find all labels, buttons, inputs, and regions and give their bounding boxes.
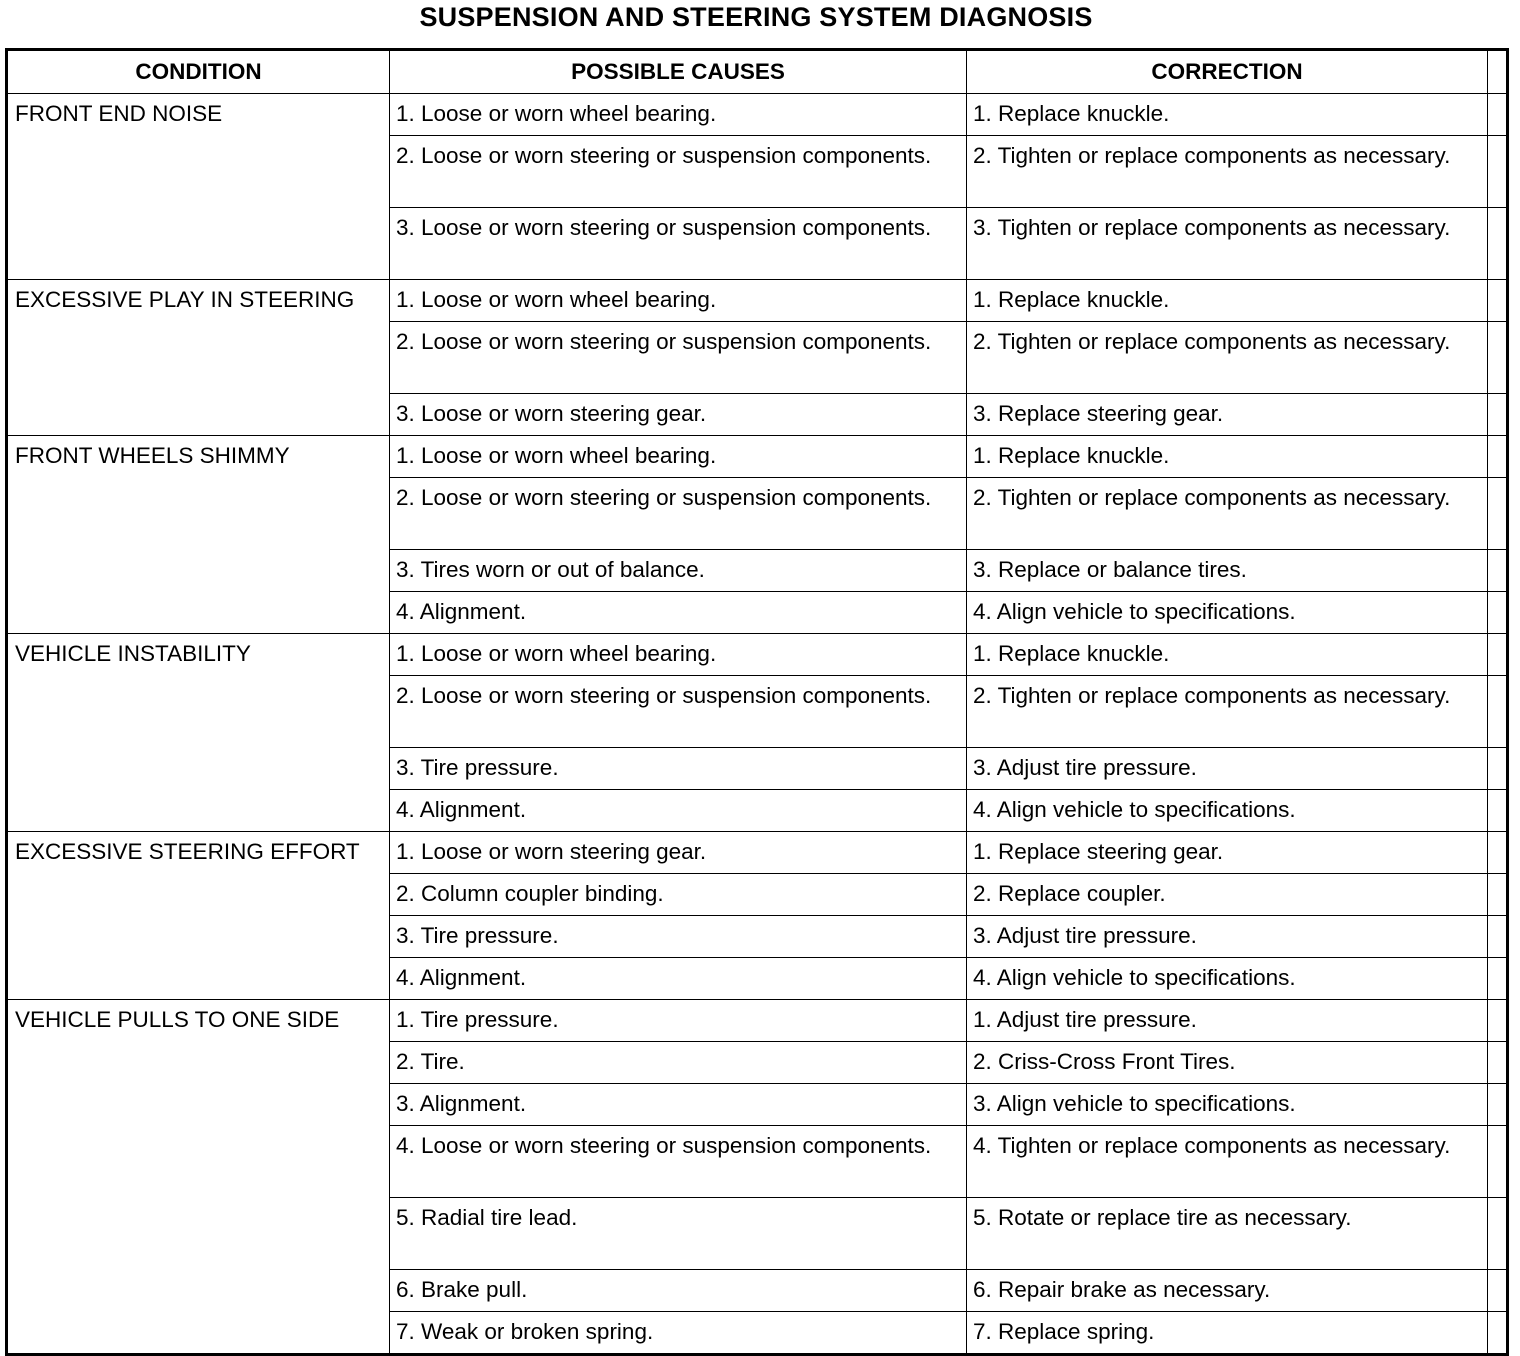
possible-cause-cell: 1. Loose or worn wheel bearing.: [390, 280, 967, 322]
possible-cause-cell: 1. Loose or worn wheel bearing.: [390, 94, 967, 136]
correction-cell: 2. Replace coupler.: [967, 874, 1488, 916]
possible-cause-cell: 3. Loose or worn steering gear.: [390, 394, 967, 436]
row-spacer-cell: [1488, 94, 1508, 136]
correction-cell: 1. Replace knuckle.: [967, 94, 1488, 136]
row-spacer-cell: [1488, 1270, 1508, 1312]
possible-cause-cell: 1. Loose or worn wheel bearing.: [390, 436, 967, 478]
correction-cell: 6. Repair brake as necessary.: [967, 1270, 1488, 1312]
table-row: [7, 280, 1508, 322]
table-row: [7, 94, 1508, 136]
column-header-possible-causes: POSSIBLE CAUSES: [390, 50, 967, 94]
row-spacer-cell: [1488, 916, 1508, 958]
possible-cause-cell: 1. Loose or worn steering gear.: [390, 832, 967, 874]
possible-cause-cell: 2. Loose or worn steering or suspension components.: [390, 322, 967, 394]
table-row: [7, 832, 1508, 874]
correction-cell: 1. Replace steering gear.: [967, 832, 1488, 874]
condition-cell: FRONT END NOISE: [7, 94, 390, 280]
correction-cell: 1. Replace knuckle.: [967, 436, 1488, 478]
possible-cause-cell: 1. Loose or worn wheel bearing.: [390, 634, 967, 676]
row-spacer-cell: [1488, 634, 1508, 676]
row-spacer-cell: [1488, 1198, 1508, 1270]
row-spacer-cell: [1488, 478, 1508, 550]
row-spacer-cell: [1488, 1312, 1508, 1355]
correction-cell: 3. Adjust tire pressure.: [967, 748, 1488, 790]
possible-cause-cell: 5. Radial tire lead.: [390, 1198, 967, 1270]
row-spacer-cell: [1488, 394, 1508, 436]
correction-cell: 3. Tighten or replace components as necessary.: [967, 208, 1488, 280]
possible-cause-cell: 2. Column coupler binding.: [390, 874, 967, 916]
possible-cause-cell: 3. Tire pressure.: [390, 748, 967, 790]
row-spacer-cell: [1488, 1126, 1508, 1198]
row-spacer-cell: [1488, 1084, 1508, 1126]
column-header-correction: CORRECTION: [967, 50, 1488, 94]
correction-cell: 1. Replace knuckle.: [967, 634, 1488, 676]
possible-cause-cell: 4. Loose or worn steering or suspension components.: [390, 1126, 967, 1198]
row-spacer-cell: [1488, 280, 1508, 322]
row-spacer-cell: [1488, 748, 1508, 790]
correction-cell: 1. Replace knuckle.: [967, 280, 1488, 322]
correction-cell: 2. Criss-Cross Front Tires.: [967, 1042, 1488, 1084]
correction-cell: 4. Align vehicle to specifications.: [967, 958, 1488, 1000]
correction-cell: 2. Tighten or replace components as necessary.: [967, 676, 1488, 748]
possible-cause-cell: 4. Alignment.: [390, 790, 967, 832]
diagnosis-table: [5, 48, 1509, 1356]
condition-cell: EXCESSIVE STEERING EFFORT: [7, 832, 390, 1000]
table-row: [7, 634, 1508, 676]
possible-cause-cell: 4. Alignment.: [390, 958, 967, 1000]
possible-cause-cell: 2. Loose or worn steering or suspension components.: [390, 676, 967, 748]
possible-cause-cell: 3. Tires worn or out of balance.: [390, 550, 967, 592]
possible-cause-cell: 6. Brake pull.: [390, 1270, 967, 1312]
column-header-condition: CONDITION: [7, 50, 390, 94]
correction-cell: 3. Replace or balance tires.: [967, 550, 1488, 592]
row-spacer-cell: [1488, 958, 1508, 1000]
correction-cell: 4. Tighten or replace components as necessary.: [967, 1126, 1488, 1198]
correction-cell: 3. Adjust tire pressure.: [967, 916, 1488, 958]
correction-cell: 5. Rotate or replace tire as necessary.: [967, 1198, 1488, 1270]
possible-cause-cell: 3. Alignment.: [390, 1084, 967, 1126]
row-spacer-cell: [1488, 1000, 1508, 1042]
correction-cell: 2. Tighten or replace components as necessary.: [967, 322, 1488, 394]
row-spacer-cell: [1488, 592, 1508, 634]
row-spacer-cell: [1488, 136, 1508, 208]
correction-cell: 2. Tighten or replace components as necessary.: [967, 136, 1488, 208]
possible-cause-cell: 4. Alignment.: [390, 592, 967, 634]
row-spacer-cell: [1488, 874, 1508, 916]
condition-cell: FRONT WHEELS SHIMMY: [7, 436, 390, 634]
possible-cause-cell: 3. Tire pressure.: [390, 916, 967, 958]
possible-cause-cell: 3. Loose or worn steering or suspension components.: [390, 208, 967, 280]
condition-cell: VEHICLE PULLS TO ONE SIDE: [7, 1000, 390, 1355]
row-spacer-cell: [1488, 208, 1508, 280]
row-spacer-cell: [1488, 436, 1508, 478]
table-body: [7, 94, 1508, 1355]
condition-cell: EXCESSIVE PLAY IN STEERING: [7, 280, 390, 436]
correction-cell: 7. Replace spring.: [967, 1312, 1488, 1355]
column-spacer: [1488, 50, 1508, 94]
table-row: [7, 436, 1508, 478]
row-spacer-cell: [1488, 832, 1508, 874]
correction-cell: 3. Align vehicle to specifications.: [967, 1084, 1488, 1126]
table-header-row: [7, 50, 1508, 94]
correction-cell: 4. Align vehicle to specifications.: [967, 790, 1488, 832]
correction-cell: 4. Align vehicle to specifications.: [967, 592, 1488, 634]
row-spacer-cell: [1488, 676, 1508, 748]
row-spacer-cell: [1488, 790, 1508, 832]
correction-cell: 1. Adjust tire pressure.: [967, 1000, 1488, 1042]
possible-cause-cell: 2. Loose or worn steering or suspension components.: [390, 136, 967, 208]
row-spacer-cell: [1488, 550, 1508, 592]
correction-cell: 3. Replace steering gear.: [967, 394, 1488, 436]
possible-cause-cell: 1. Tire pressure.: [390, 1000, 967, 1042]
possible-cause-cell: 2. Loose or worn steering or suspension components.: [390, 478, 967, 550]
condition-cell: VEHICLE INSTABILITY: [7, 634, 390, 832]
table-row: [7, 1000, 1508, 1042]
correction-cell: 2. Tighten or replace components as necessary.: [967, 478, 1488, 550]
possible-cause-cell: 7. Weak or broken spring.: [390, 1312, 967, 1355]
row-spacer-cell: [1488, 322, 1508, 394]
possible-cause-cell: 2. Tire.: [390, 1042, 967, 1084]
row-spacer-cell: [1488, 1042, 1508, 1084]
page-title: SUSPENSION AND STEERING SYSTEM DIAGNOSIS: [419, 2, 1093, 32]
